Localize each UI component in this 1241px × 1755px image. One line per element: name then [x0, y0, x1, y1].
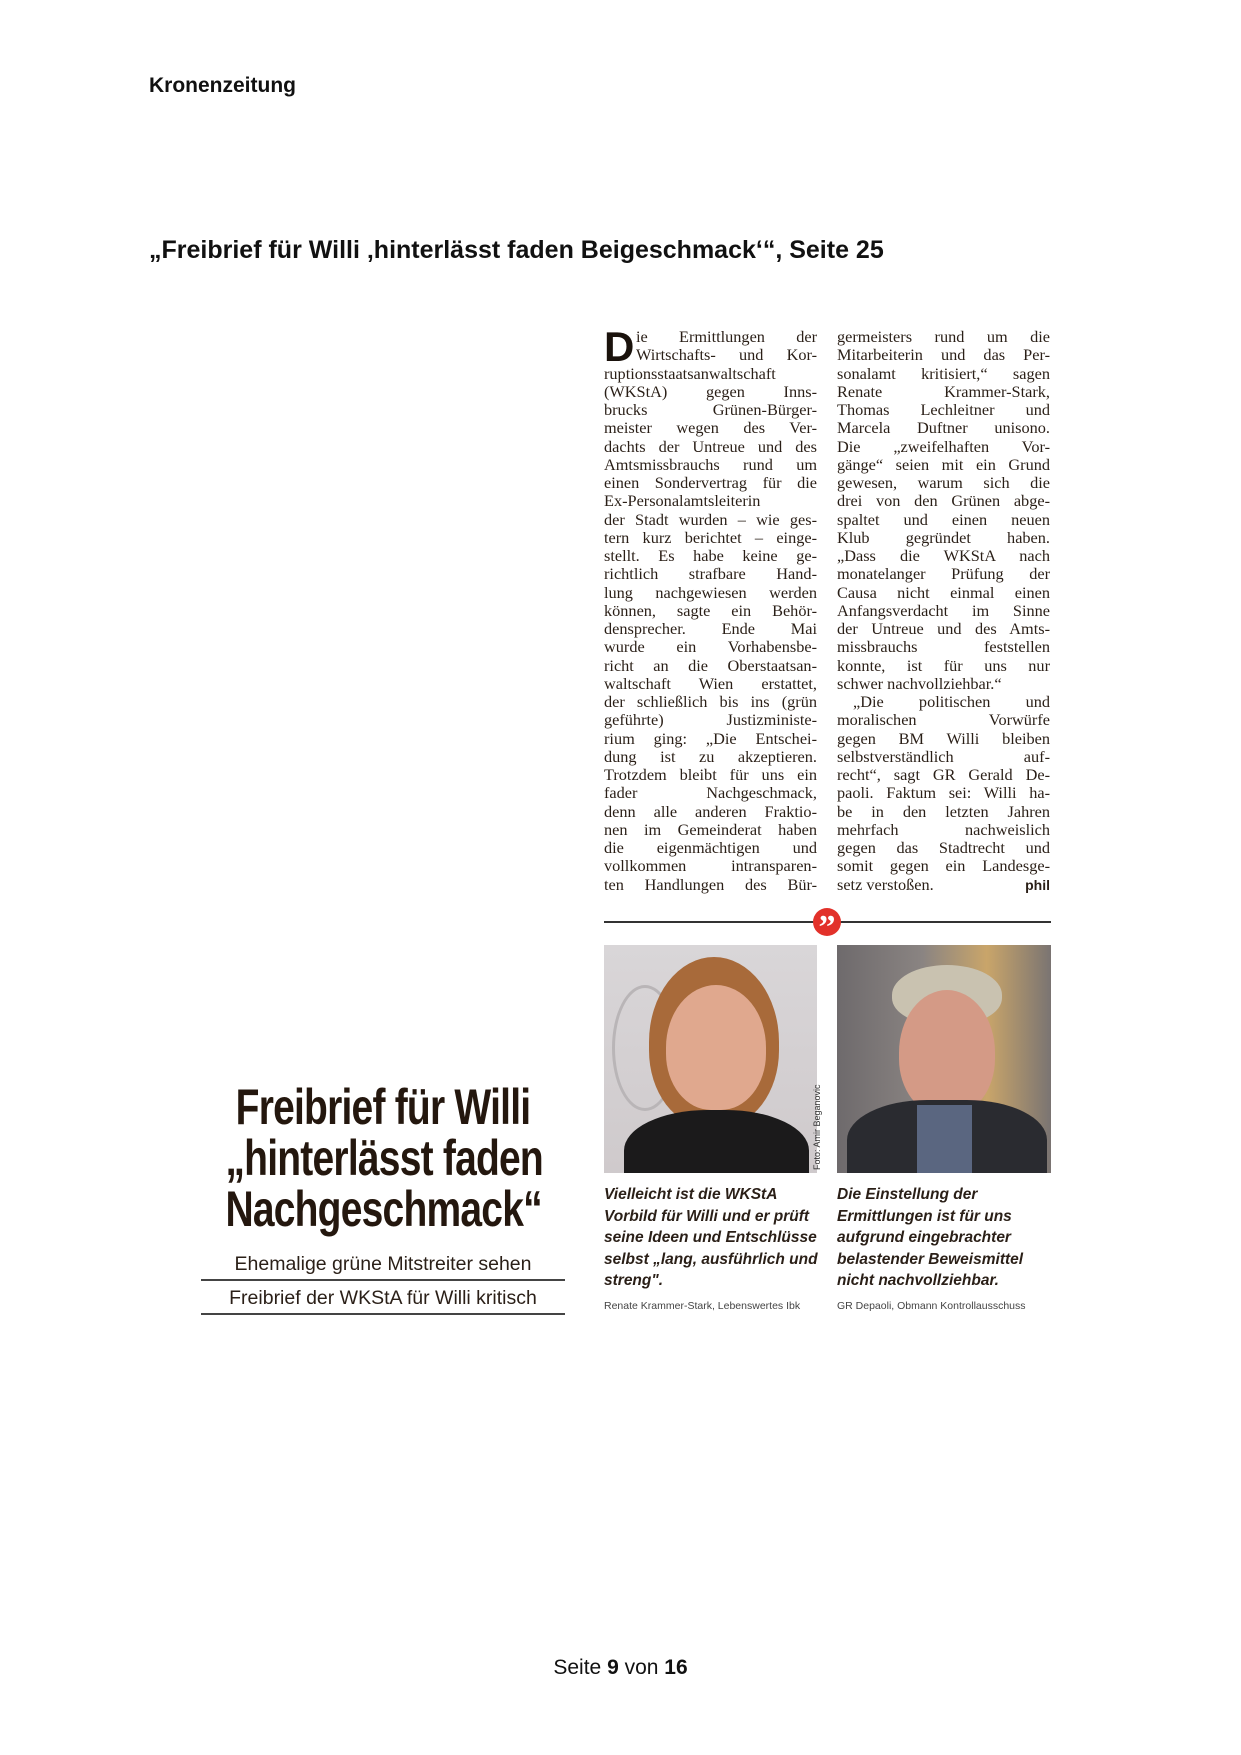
article-line: einen Sondervertrag für die — [604, 473, 817, 492]
article-line: denn alle anderen Fraktio- — [604, 801, 817, 821]
quote-caption-2: Die Einstellung der Ermittlungen ist für uns aufgrund eingebrachter belastender Beweismittel nicht nachvollziehbar. — [837, 1186, 1024, 1289]
article-line: Thomas Lechleitner und — [837, 400, 1050, 419]
publication-name: Kronenzeitung — [149, 74, 296, 97]
article-line: mehrfach nachweislich — [837, 819, 1050, 839]
article-line: richt an die Oberstaatsan- — [604, 655, 817, 675]
article-line: somit gegen ein Landesge- — [837, 856, 1050, 876]
article-line: nen im Gemeinderat haben — [604, 819, 817, 839]
subheadline-line-2: Freibrief der WKStA für Willi kritisch — [229, 1287, 537, 1309]
article-line: die eigenmächtigen und — [604, 838, 817, 857]
quote-caption-1: Vielleicht ist die WKStA Vorbild für Willi und er prüft seine Ideen und Entschlüsse selbst „lang, ausführlich und streng". — [604, 1186, 818, 1289]
article-line: gegen BM Willi bleiben — [837, 728, 1050, 748]
article-line: Marcela Duftner unisono. — [837, 418, 1050, 438]
article-line: geführte) Justizministe- — [604, 710, 817, 730]
quote-block-2 — [837, 1184, 1063, 1312]
photo-gerald-depaoli — [837, 945, 1051, 1173]
article-line: meister wegen des Ver- — [604, 418, 817, 438]
article-line: fader Nachgeschmack, — [604, 783, 817, 803]
article-line: germeisters rund um die — [837, 327, 1050, 346]
article-line: (WKStA) gegen Inns- — [604, 381, 817, 401]
article-line: selbstverständlich auf- — [837, 746, 1050, 766]
article-line: Renate Krammer-Stark, — [837, 381, 1050, 401]
article-line: dachts der Untreue und des — [604, 436, 817, 456]
article-line: rium ging: „Die Entschei- — [604, 728, 817, 748]
article-headline — [225, 1079, 543, 1237]
article-line: richtlich strafbare Hand- — [604, 564, 817, 584]
article-line: gegen das Stadtrecht und — [837, 838, 1050, 857]
article-line: monatelanger Prüfung der — [837, 564, 1050, 584]
footer-middle: von — [624, 1656, 659, 1679]
article-line: Amtsmissbrauchs rund um — [604, 454, 817, 474]
article-line: dung ist zu akzeptieren. — [604, 746, 817, 766]
page-footer — [0, 1656, 1241, 1680]
drop-cap: D — [604, 323, 635, 370]
article-line: moralischen Vorwürfe — [837, 710, 1050, 730]
article-line: Anfangsverdacht im Sinne — [837, 600, 1050, 620]
headline-line: Nachgeschmack“ — [225, 1181, 542, 1237]
headline-line: „hinterlässt faden — [225, 1130, 543, 1186]
current-page: 9 — [607, 1656, 619, 1679]
article-line: schwer nachvollziehbar.“ — [837, 673, 1002, 693]
article-line: brucks Grünen-Bürger- — [604, 400, 817, 419]
total-pages: 16 — [664, 1656, 688, 1679]
footer-prefix: Seite — [553, 1656, 602, 1679]
article-last-line — [837, 876, 1050, 894]
article-line: lung nachgewiesen werden — [604, 582, 817, 602]
article-line: der Stadt wurden – wie ges- — [604, 509, 817, 529]
divider — [201, 1313, 565, 1315]
article-line: ie Ermittlungen der — [636, 327, 817, 346]
article-line: setz verstoßen. — [837, 874, 934, 894]
article-line: densprecher. Ende Mai — [604, 619, 817, 638]
document-title: „Freibrief für Willi ‚hinterlässt faden Beigeschmack‘“, Seite 25 — [149, 236, 884, 264]
article-line: Causa nicht einmal einen — [837, 582, 1050, 602]
quote-block-1 — [604, 1184, 830, 1312]
article-column-2 — [837, 328, 1050, 894]
photo-credit: Foto: Amir Beganovic — [812, 1084, 822, 1170]
article-column-1 — [604, 323, 817, 894]
article-line: vollkommen intransparen- — [604, 856, 817, 876]
article-line: der schließlich bis ins (grün — [604, 692, 817, 711]
article-line: Trotzdem bleibt für uns ein — [604, 765, 817, 784]
article-line: Ex-Personalamtsleiterin — [604, 491, 761, 511]
article-line: Klub gegründet haben. — [837, 527, 1050, 547]
article-line: konnte, ist für uns nur — [837, 655, 1050, 675]
article-line: Wirtschafts- und Kor- — [636, 345, 817, 365]
article-line: waltschaft Wien erstattet, — [604, 673, 817, 693]
article-line: ten Handlungen des Bür- — [604, 874, 817, 894]
article-line: der Untreue und des Amts- — [837, 619, 1050, 638]
article-line: Mitarbeiterin und das Per- — [837, 345, 1050, 365]
quote-icon: ” — [813, 908, 841, 936]
article-line: stellt. Es habe keine ge- — [604, 546, 817, 565]
article-line: drei von den Grünen abge- — [837, 491, 1050, 511]
author-tag: phil — [1025, 876, 1050, 893]
headline-line: Freibrief für Willi — [235, 1079, 531, 1135]
article-line: spaltet und einen neuen — [837, 509, 1050, 529]
quote-credit-1: Renate Krammer-Stark, Lebenswertes Ibk — [604, 1299, 801, 1312]
article-line: gänge“ seien mit ein Grund — [837, 454, 1050, 474]
article-line: Die „zweifelhaften Vor- — [837, 436, 1050, 456]
article-line: sonalamt kritisiert,“ sagen — [837, 363, 1050, 383]
article-line: be in den letzten Jahren — [837, 801, 1050, 821]
article-line: recht“, sagt GR Gerald De- — [837, 765, 1050, 784]
article-line: „Dass die WKStA nach — [837, 546, 1050, 565]
article-line: gewesen, warum sich die — [837, 473, 1050, 492]
article-line: tern kurz berichtet – einge- — [604, 527, 817, 547]
divider — [201, 1279, 565, 1281]
article-line: paoli. Faktum sei: Willi ha- — [837, 783, 1050, 803]
article-line: ruptionsstaatsanwaltschaft — [604, 363, 776, 383]
photo-renate-krammer-stark — [604, 945, 817, 1173]
subheadline-line-1: Ehemalige grüne Mitstreiter sehen — [234, 1253, 532, 1275]
article-line: missbrauchs feststellen — [837, 637, 1050, 657]
quote-credit-2: GR Depaoli, Obmann Kontrollausschuss — [837, 1299, 1026, 1312]
article-line: „Die politischen und — [853, 692, 1050, 711]
article-line: wurde ein Vorhabensbe- — [604, 637, 817, 657]
article-line: können, sagte ein Behör- — [604, 600, 817, 620]
